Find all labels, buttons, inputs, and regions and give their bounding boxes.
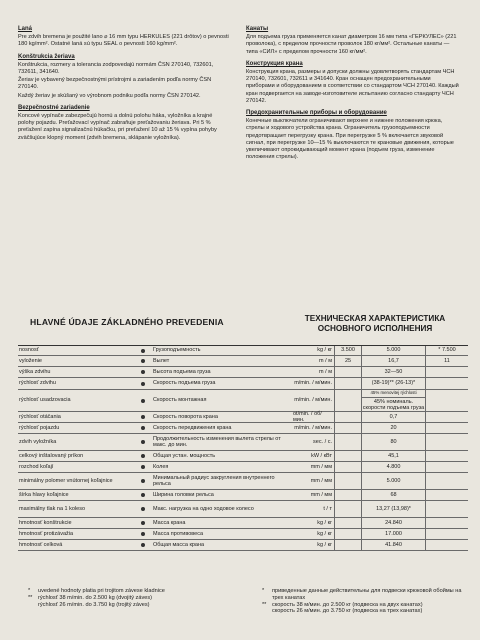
unit-cell: mm / мм (293, 490, 335, 500)
unit-cell: kg / кг (293, 518, 335, 528)
value-cell-2: 5.000 (362, 346, 426, 355)
param-name-russian: Макс. нагрузка на одно ходовое колесо (153, 505, 254, 512)
value-cell-3 (426, 367, 468, 377)
bullet-cell (138, 412, 148, 422)
table-row (18, 356, 468, 367)
value-cell-3 (426, 412, 468, 422)
bullet-dot-icon (141, 370, 145, 374)
param-name-russian: Масса противовеса (153, 530, 204, 537)
table-row (18, 451, 468, 462)
value-cell-2: 0,7 (362, 412, 426, 422)
unit-cell: m / м (293, 367, 335, 377)
russian-section-heading: Предохранительные приборы и оборудование (246, 110, 387, 117)
bullet-dot-icon (141, 349, 145, 353)
param-name-slovak: hmotnosť konštrukcie (19, 519, 72, 526)
bullet-cell (138, 490, 148, 500)
unit-cell: m/min. / м/мин. (293, 423, 335, 433)
bullet-cell (138, 540, 148, 550)
param-name-russian: Скорость монтажная (153, 397, 207, 404)
unit-cell: m/min. / м/мин. (293, 390, 335, 411)
param-name-slovak: rýchlosť usadzovacia (19, 397, 71, 404)
slovak-paragraph: Žeriav je vybavený bezpečnostnými prístrojmi a zariadením podľa normy ČSN 270140. (18, 77, 212, 91)
russian-paragraph: Для подъема груза применяется канат диаметром 16 мм типа «ГЕРКУЛЕС» (221 проволока), с пределом прочности проволок 180 кг/мм². Остальные канаты — типа «СИЛ» с пределом прочности 160 кг/мм². (246, 34, 457, 55)
bullet-dot-icon (141, 532, 145, 536)
param-name-russian: Продолжительность изменения вылета стрелы от макс. до мин. (153, 435, 281, 448)
russian-section (246, 26, 460, 56)
table-row (18, 501, 468, 518)
bullet-dot-icon (141, 359, 145, 363)
bullet-dot-icon (141, 507, 145, 511)
bullet-cell (138, 346, 148, 355)
bullet-dot-icon (141, 440, 145, 444)
value-cell-2: 13,27 (13,98)* (362, 501, 426, 517)
param-name-russian: Скорость поворота крана (153, 413, 218, 420)
footnote-text: rýchlosť 26 m/min. do 3.750 kg (trojitý záves) (38, 601, 150, 608)
bullet-cell (138, 518, 148, 528)
table-row (18, 529, 468, 540)
value-cell-2: 20 (362, 423, 426, 433)
value-cell-1 (335, 390, 362, 411)
right-text-column (246, 26, 460, 166)
param-name-slovak: rýchlosť otáčania (19, 413, 61, 420)
footnote-text: скорость 26 м/мин. до 3.750 кг (подвеска на трех канатах) (272, 608, 423, 615)
table-row (18, 345, 468, 356)
slovak-paragraph: Pre zdvih bremena je použité lano ⌀ 16 mm typu HERKULES (221 drôtov) o pevnosti 180 kg/mm². Ostatné laná sú typu SEAL o pevnosti 160 kg/mm². (18, 34, 229, 48)
value-cell-3 (426, 473, 468, 489)
value-cell-1 (335, 529, 362, 539)
footnote-text: скорость 38 м/мин. до 2.500 кг (подвеска на двух канатах) (272, 601, 423, 608)
param-name-russian: Вылет (153, 357, 170, 364)
table-row (18, 462, 468, 473)
value-cell-3 (426, 490, 468, 500)
value-cell-3 (426, 501, 468, 517)
bullet-dot-icon (141, 465, 145, 469)
slovak-section (18, 54, 230, 100)
footnote-text: приведенные данные действительны для подвески крюковой обоймы на трех канатах (272, 588, 462, 601)
value-cell-1: 3.500 (335, 346, 362, 355)
value-cell-3: * 7.500 (438, 347, 456, 354)
russian-paragraph: Конструкция крана, размеры и допуски должны удовлетворять стандартам ЧСН 270140, 732601, 732611 и 341640. Кран оснащен предохранительными приборами и оборудованием в соответствии со стандартом ЧСН 270140. Каждый кран подвергается на заводе-изготовителе испытанию согласно стандарту ЧСН 270142. (246, 69, 459, 104)
slovak-paragraph: Konštrukcia, rozmery a tolerancia zodpovedajú normám ČSN 270140, 732601, 732611, 341640. (18, 61, 214, 76)
unit-cell: m/min. / м/мин. (293, 378, 335, 389)
bullet-dot-icon (141, 543, 145, 547)
footnote-mark (28, 602, 38, 609)
bullet-dot-icon (141, 493, 145, 497)
footnote-line (262, 608, 462, 615)
unit-cell: mm / мм (293, 462, 335, 472)
param-name-slovak: maximálny tlak na 1 koleso (19, 505, 86, 512)
slovak-paragraph: Koncové vypínače zabezpečujú hornú a dolnú polohu háka, vyložníka a krajné polohy pojazdu. Preťažovací vypínač zabraňuje preťažovaniu žeriava. Pri 5 % preťažení zapína signalizačnú húkačku, pri preťažení 10 až 15 % vypína pohyby zväčšujúce klopný moment (zdvih bremena, sklápanie vyložníka). (18, 113, 217, 141)
spec-table (18, 345, 468, 551)
bullet-cell (138, 529, 148, 539)
bullet-cell (138, 356, 148, 366)
russian-paragraph: Конечные выключатели ограничивают верхнее и нижнее положения крюка, стрелы и ходового устройства крана. Ограничитель грузоподъемности предотвращает перегрузку крана. При перегрузке 5 % включается звуковой сигнал, при перегрузке 10—15 % выключаются те крановые движения, которые увеличивают опрокидывающий момент крана (подъем груза, изменение положения стрелы). (246, 118, 454, 161)
footnote-mark (262, 608, 272, 615)
value-cell-2: 16,7 (362, 356, 426, 366)
russian-section-heading: Канаты (246, 26, 269, 32)
value-cell-3 (426, 378, 468, 389)
bullet-cell (138, 434, 148, 450)
table-title-russian (290, 314, 460, 333)
param-name-slovak: rýchlosť pojazdu (19, 424, 60, 431)
param-name-slovak: minimálny polomer vnútornej koľajnice (19, 477, 113, 484)
value-cell-2: 41.840 (362, 540, 426, 550)
value-cell-2: 5.000 (362, 473, 426, 489)
footnote-line (28, 595, 238, 602)
value-cell-1 (335, 490, 362, 500)
value-cell-1 (335, 367, 362, 377)
param-name-russian: Минимальный радиус закругления внутреннего рельса (153, 474, 275, 487)
bullet-dot-icon (141, 454, 145, 458)
value-cell-1 (335, 540, 362, 550)
footnote-line (28, 602, 238, 609)
value-cell-1 (335, 501, 362, 517)
value-cell-2: 32—50 (362, 367, 426, 377)
table-title-russian-line2: ОСНОВНОГО ИСПОЛНЕНИЯ (317, 323, 433, 333)
value-cell-3 (426, 390, 468, 411)
unit-cell: kg / кг (293, 346, 335, 355)
slovak-section (18, 26, 230, 49)
value-cell-1 (335, 378, 362, 389)
slovak-paragraph: Každý žeriav je skúšaný vo výrobnom podniku podľa normy ČSN 270142. (18, 92, 201, 99)
value-stack (362, 390, 425, 412)
param-name-slovak: zdvih vyložníka (19, 438, 57, 445)
bullet-dot-icon (141, 479, 145, 483)
value-cell-3 (426, 518, 468, 528)
table-row (18, 412, 468, 423)
bullet-cell (138, 501, 148, 517)
slovak-section-heading: Bezpečnostné zariadenie (18, 104, 90, 111)
bullet-dot-icon (141, 382, 145, 386)
bullet-cell (138, 390, 148, 411)
unit-cell: kW / кВт (293, 451, 335, 461)
slovak-section-heading: Laná (18, 26, 33, 32)
russian-section (246, 110, 460, 161)
bullet-cell (138, 378, 148, 389)
bullet-dot-icon (141, 521, 145, 525)
bullet-cell (138, 423, 148, 433)
unit-cell: ot/min. / об/мин. (293, 412, 335, 422)
russian-section-heading: Конструкция крана (246, 60, 303, 67)
value-cell-1 (335, 434, 362, 450)
value-cell-1: 25 (335, 356, 362, 366)
value-cell-3 (426, 423, 468, 433)
value-cell-1 (335, 451, 362, 461)
value-cell-1 (335, 473, 362, 489)
table-title-slovak: HLAVNÉ ÚDAJE ZÁKLADNÉHO PREVEDENIA (30, 317, 224, 327)
param-name-slovak: celkový inštalovaný príkon (19, 452, 84, 459)
table-row (18, 434, 468, 451)
bullet-cell (138, 462, 148, 472)
value-cell-2: 45,1 (362, 451, 426, 461)
param-name-slovak: rýchlosť zdvihu (19, 380, 56, 387)
footnote-text: rýchlosť 38 m/min. do 2.500 kg (dvojitý záves) (38, 594, 153, 601)
table-row (18, 390, 468, 412)
footnote-line (262, 602, 462, 609)
unit-cell: kg / кг (293, 540, 335, 550)
bullet-cell (138, 367, 148, 377)
value-cell-3 (426, 529, 468, 539)
value-cell-2: 24.840 (362, 518, 426, 528)
table-row (18, 473, 468, 490)
footnote-mark: ** (262, 601, 267, 608)
value-cell-2: 17.000 (362, 529, 426, 539)
param-name-slovak: vyloženie (19, 357, 42, 364)
value-cell-2: 68 (362, 490, 426, 500)
russian-section (246, 61, 460, 105)
value-cell-3 (426, 540, 468, 550)
table-row (18, 518, 468, 529)
footnote-line (262, 588, 462, 602)
footnotes-russian (262, 588, 462, 615)
param-name-slovak: hmotnosť celková (19, 541, 63, 548)
param-name-russian: Общая устан. мощность (153, 452, 216, 459)
value-text: 45% номиналь. скорости подъема груза (362, 398, 425, 412)
value-cell-1 (335, 462, 362, 472)
bullet-dot-icon (141, 415, 145, 419)
param-name-russian: Грузоподъемность (153, 347, 201, 354)
param-name-slovak: hmotnosť protizávažia (19, 530, 74, 537)
footnotes-slovak (28, 588, 238, 608)
value-cell-3 (426, 462, 468, 472)
param-name-russian: Скорость передвижения крана (153, 424, 232, 431)
value-cell-1 (335, 423, 362, 433)
value-cell-1 (335, 412, 362, 422)
value-cell-3 (426, 434, 468, 450)
param-name-russian: Колея (153, 463, 169, 470)
param-name-russian: Скорость подъема груза (153, 380, 216, 387)
value-cell-3 (426, 451, 468, 461)
unit-cell: kg / кг (293, 529, 335, 539)
value-cell-2: (38-19)** (26-13)* (362, 378, 426, 389)
table-title-russian-line1: ТЕХНИЧЕСКАЯ ХАРАКТЕРИСТИКА (304, 314, 446, 323)
slovak-section (18, 105, 230, 142)
value-cell-1 (335, 518, 362, 528)
value-cell-3: 11 (444, 357, 450, 364)
param-name-slovak: výška zdvihu (19, 368, 51, 375)
bullet-dot-icon (141, 426, 145, 430)
unit-cell: sec. / с. (293, 434, 335, 450)
unit-cell: m / м (293, 356, 335, 366)
footnote-text: uvedené hodnoty platia pri trojitom závese kladnice (38, 588, 165, 594)
param-name-slovak: šírka hlavy koľajnice (19, 491, 69, 498)
table-row (18, 490, 468, 501)
footnote-mark: * (28, 588, 31, 594)
bullet-dot-icon (141, 399, 145, 403)
param-name-russian: Масса крана (153, 519, 186, 526)
table-row (18, 367, 468, 378)
param-name-russian: Высота подъема груза (153, 368, 211, 375)
unit-cell: t / т (293, 501, 335, 517)
table-row (18, 378, 468, 390)
footnote-mark: * (262, 588, 265, 594)
value-cell-2: 80 (362, 434, 426, 450)
param-name-slovak: rozchod koľají (19, 463, 54, 470)
param-name-russian: Общая масса крана (153, 541, 205, 548)
value-note: 45% menovitej rýchlosti (362, 390, 425, 398)
bullet-cell (138, 473, 148, 489)
table-row (18, 540, 468, 551)
table-row (18, 423, 468, 434)
unit-cell: mm / мм (293, 473, 335, 489)
param-name-slovak: nosnosť (19, 347, 39, 354)
value-cell-2: 4.800 (362, 462, 426, 472)
param-name-russian: Ширина головки рельса (153, 491, 214, 498)
slovak-section-heading: Konštrukcia žeriava (18, 53, 75, 60)
value-cell-2 (362, 390, 426, 411)
footnote-line (28, 588, 238, 595)
footnote-mark: ** (28, 594, 33, 601)
bullet-cell (138, 451, 148, 461)
left-text-column (18, 26, 230, 147)
